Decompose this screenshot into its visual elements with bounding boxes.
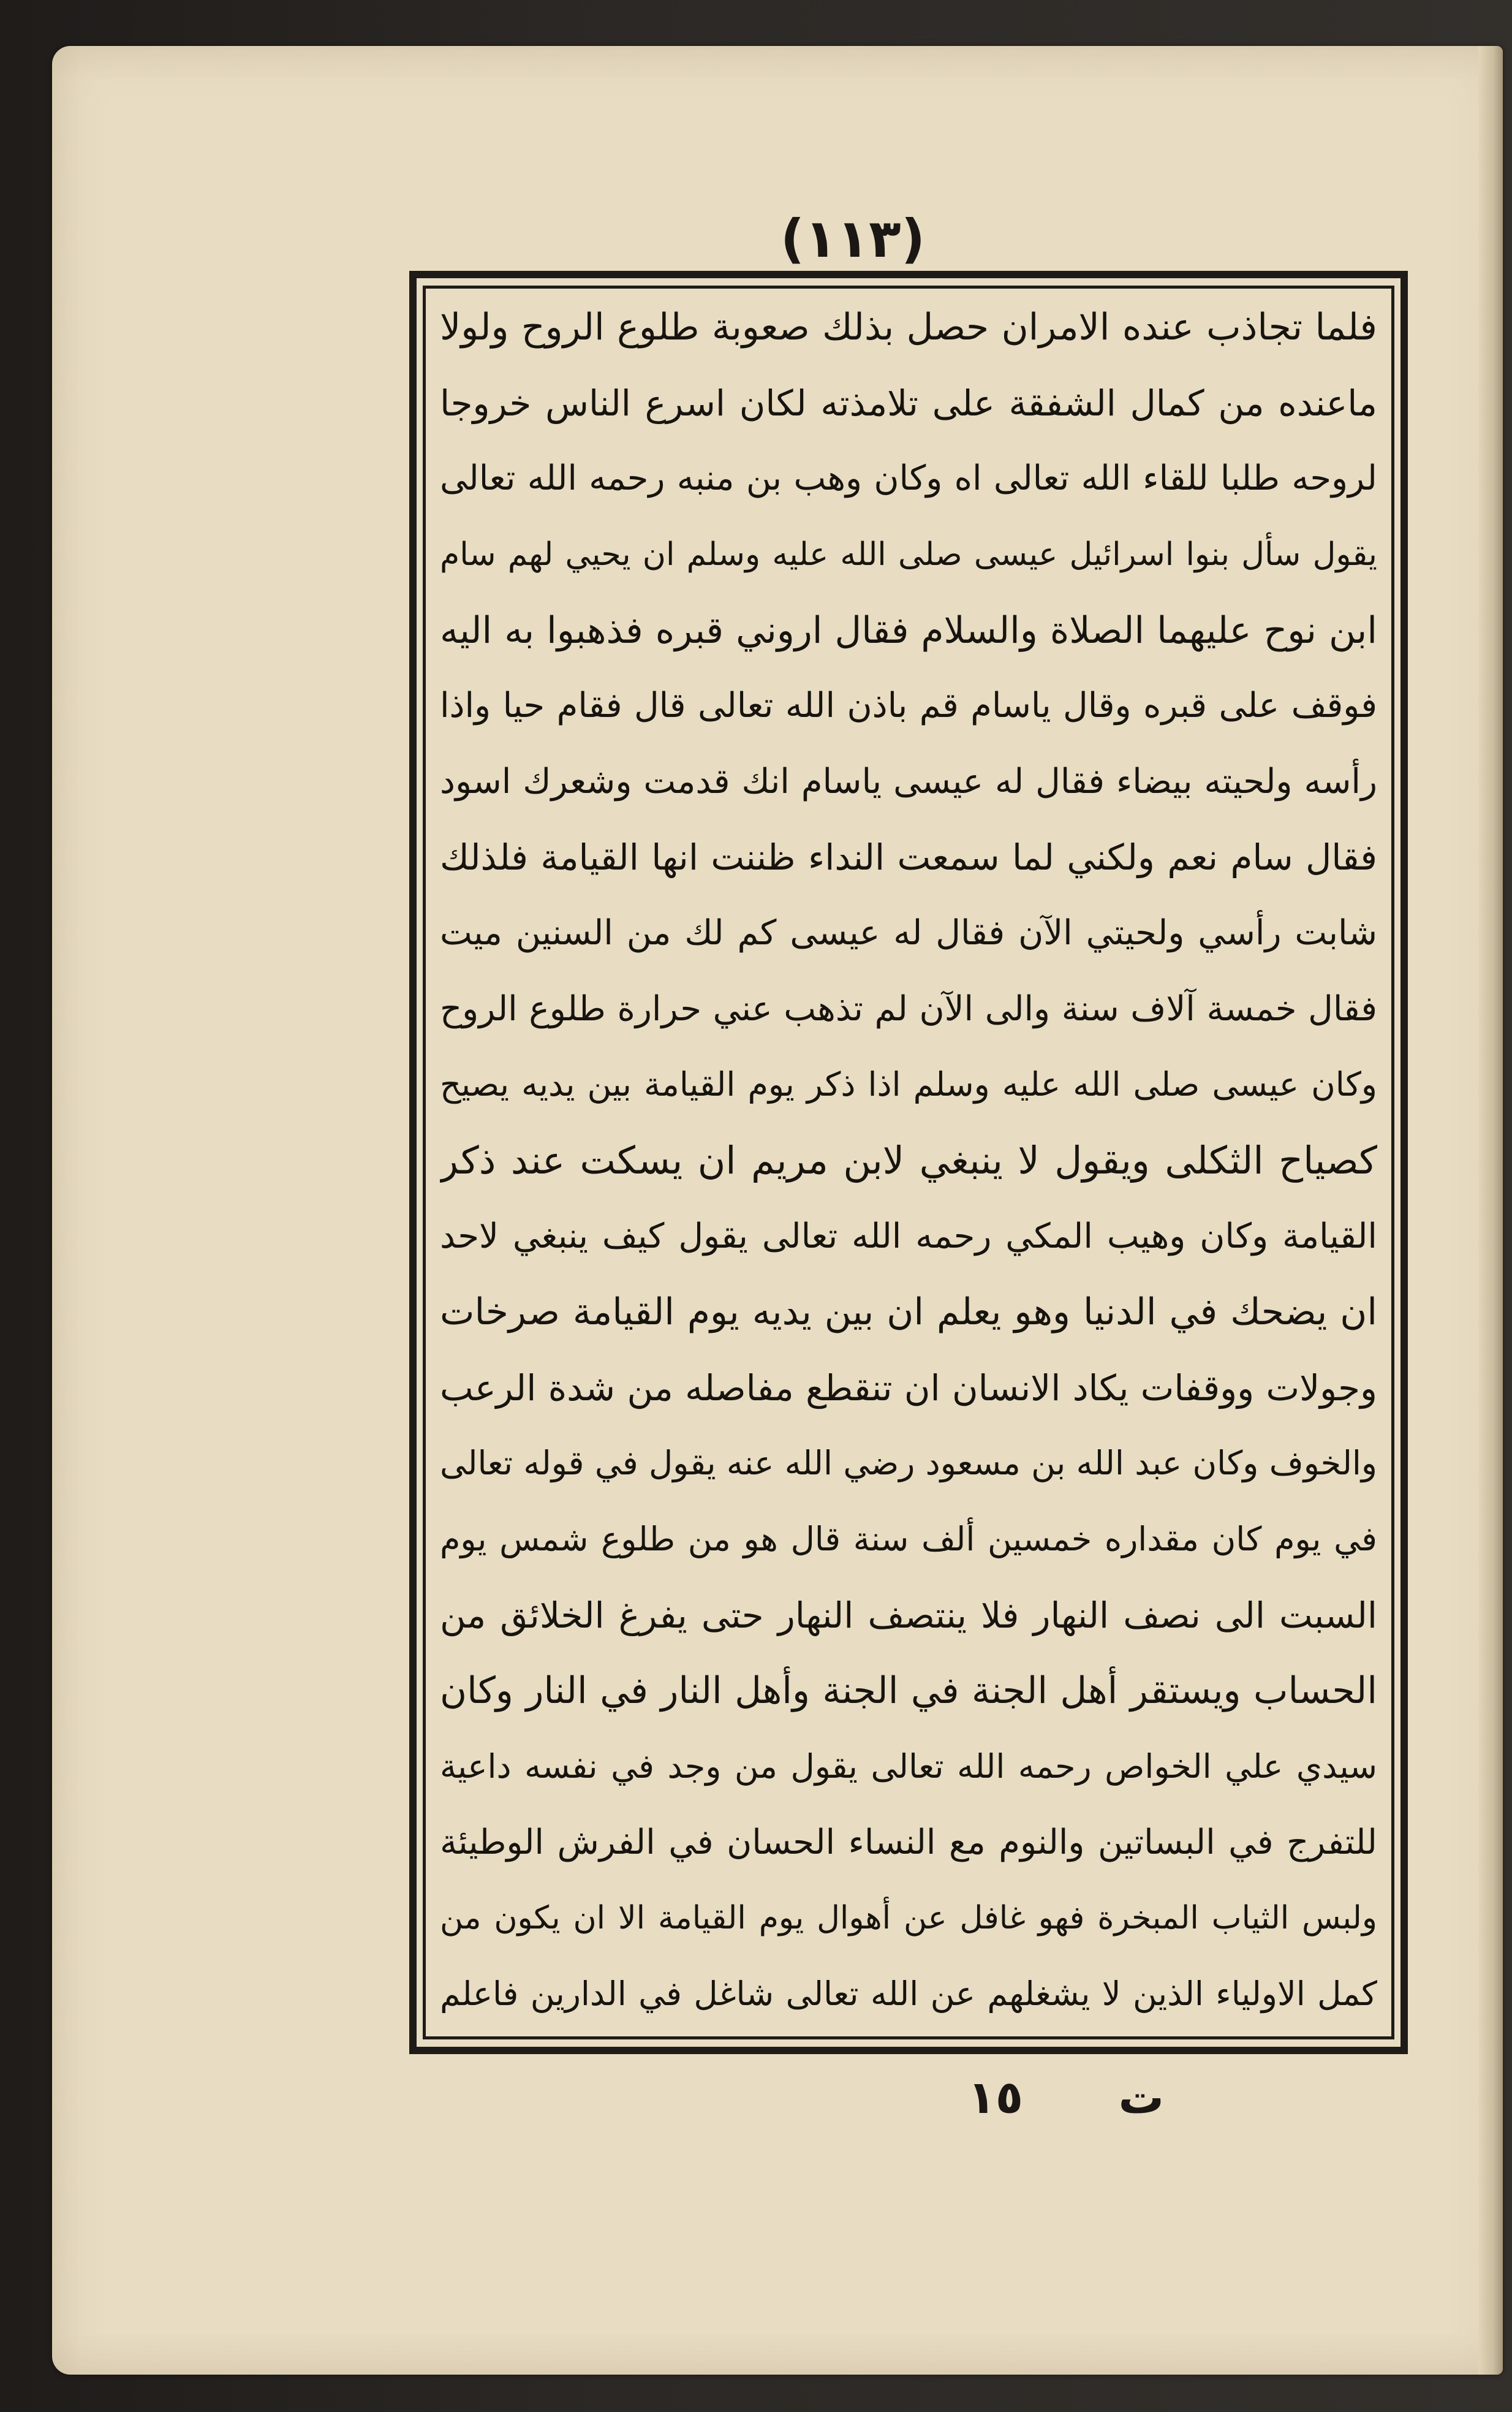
- text-line: شابت رأسي ولحيتي الآن فقال له عيسى كم لك من السنين ميت: [440, 913, 1377, 953]
- page-edge: [1478, 46, 1503, 2375]
- text-line: فلما تجاذب عنده الامران حصل بذلك صعوبة طلوع الروح ولولا: [440, 306, 1377, 349]
- text-line: سيدي علي الخواص رحمه الله تعالى يقول من وجد في نفسه داعية: [440, 1746, 1377, 1786]
- text-line: يقول سأل بنوا اسرائيل عيسى صلى الله عليه وسلم ان يحيي لهم سام: [440, 536, 1377, 573]
- text-line: فوقف على قبره وقال ياسام قم باذن الله تعالى قال فقام حيا واذا: [440, 686, 1377, 726]
- text-line: رأسه ولحيته بيضاء فقال له عيسى ياسام انك قدمت وشعرك اسود: [440, 761, 1377, 802]
- text-line: والخوف وكان عبد الله بن مسعود رضي الله عنه يقول في قوله تعالى: [440, 1444, 1377, 1483]
- sheet-number: ١٥: [967, 2071, 1023, 2124]
- text-line: ابن نوح عليهما الصلاة والسلام فقال اروني قبره فذهبوا به اليه: [440, 609, 1377, 652]
- text-line: كصياح الثكلى ويقول لا ينبغي لابن مريم ان يسكت عند ذكر: [440, 1137, 1377, 1183]
- text-block: [429, 293, 1388, 2033]
- text-line: للتفرج في البساتين والنوم مع النساء الحسان في الفرش الوطيئة: [440, 1822, 1377, 1862]
- text-line: القيامة وكان وهيب المكي رحمه الله تعالى يقول كيف ينبغي لاحد: [440, 1216, 1377, 1256]
- text-line: فقال سام نعم ولكني لما سمعت النداء ظننت انها القيامة فلذلك: [440, 836, 1377, 879]
- text-line: فقال خمسة آلاف سنة والى الآن لم تذهب عني حرارة طلوع الروح: [440, 988, 1377, 1029]
- text-line: كمل الاولياء الذين لا يشغلهم عن الله تعالى شاغل في الدارين فاعلم: [440, 1974, 1377, 2013]
- text-line: لروحه طلبا للقاء الله تعالى اه وكان وهب بن منبه رحمه الله تعالى: [440, 458, 1377, 499]
- text-line: ولبس الثياب المبخرة فهو غافل عن أهوال يوم القيامة الا ان يكون من: [440, 1900, 1377, 1937]
- text-line: في يوم كان مقداره خمسين ألف سنة قال هو من طلوع شمس يوم: [440, 1520, 1377, 1558]
- text-line: وكان عيسى صلى الله عليه وسلم اذا ذكر يوم القيامة بين يديه يصيح: [440, 1065, 1377, 1104]
- text-line: ماعنده من كمال الشفقة على تلامذته لكان اسرع الناس خروجا: [440, 382, 1377, 424]
- page-number: (١١٣): [780, 208, 925, 270]
- text-line: الحساب ويستقر أهل الجنة في الجنة وأهل النار في النار وكان: [440, 1669, 1377, 1713]
- text-line: ان يضحك في الدنيا وهو يعلم ان بين يديه يوم القيامة صرخات: [440, 1291, 1377, 1334]
- text-line: السبت الى نصف النهار فلا ينتصف النهار حتى يفرغ الخلائق من: [440, 1594, 1377, 1636]
- text-line: وجولات ووقفات يكاد الانسان ان تنقطع مفاصله من شدة الرعب: [440, 1367, 1377, 1409]
- signature-mark: ت: [1118, 2071, 1164, 2124]
